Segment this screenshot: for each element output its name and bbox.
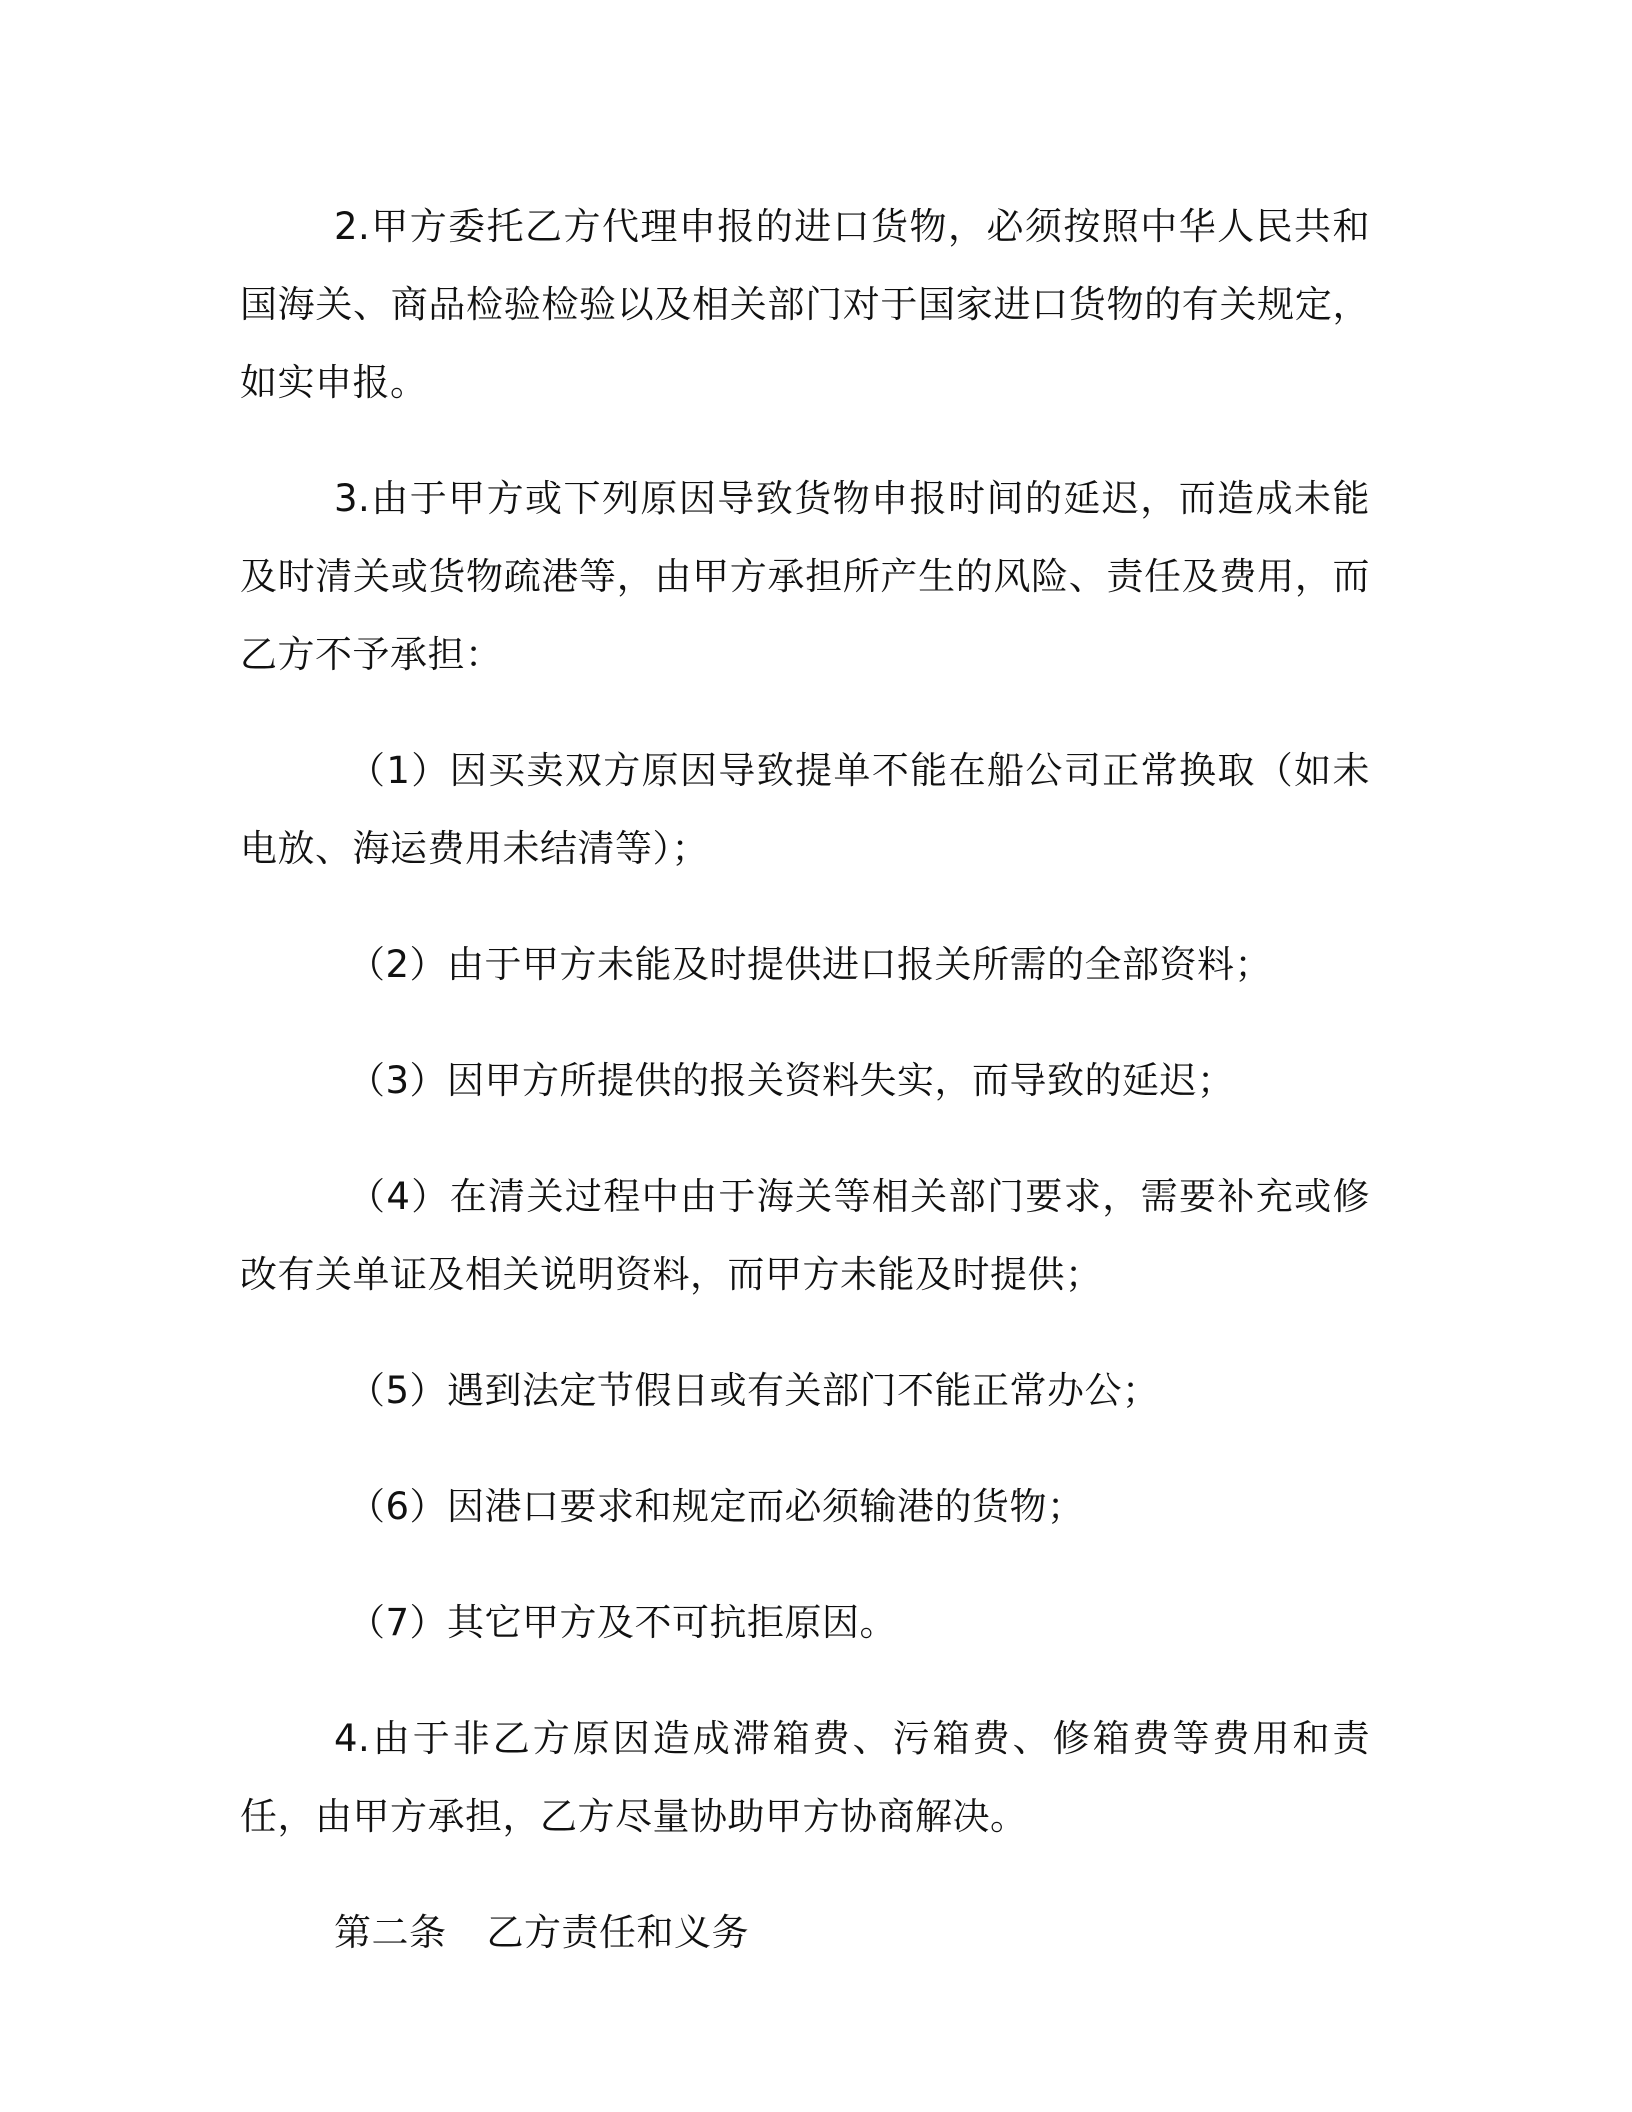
paragraph-item-4: （4）在清关过程中由于海关等相关部门要求，需要补充或修改有关单证及相关说明资料，而甲方未能及时提供；: [240, 1175, 1370, 1296]
paragraph-item-6: （6）因港口要求和规定而必须输港的货物；: [348, 1485, 1085, 1528]
paragraph-item-2: （2）由于甲方未能及时提供进口报关所需的全部资料；: [348, 943, 1273, 986]
paragraph-clause-2: 2.甲方委托乙方代理申报的进口货物，必须按照中华人民共和国海关、商品检验检验以及相关部门对于国家进口货物的有关规定，如实申报。: [240, 205, 1370, 404]
section-heading-article: 第二条: [334, 1911, 447, 1954]
paragraph-item-1: （1）因买卖双方原因导致提单不能在船公司正常换取（如未电放、海运费用未结清等）；: [240, 749, 1370, 870]
paragraph-item-7: （7）其它甲方及不可抗拒原因。: [348, 1601, 898, 1644]
paragraph-clause-3: 3.由于甲方或下列原因导致货物申报时间的延迟，而造成未能及时清关或货物疏港等，由甲方承担所产生的风险、责任及费用，而乙方不予承担：: [240, 477, 1370, 676]
paragraph-item-5: （5）遇到法定节假日或有关部门不能正常办公；: [348, 1369, 1160, 1412]
paragraph-item-3: （3）因甲方所提供的报关资料失实，而导致的延迟；: [348, 1059, 1235, 1102]
document-body: [240, 188, 1370, 2010]
paragraph-clause-4: 4.由于非乙方原因造成滞箱费、污箱费、修箱费等费用和责任，由甲方承担，乙方尽量协助甲方协商解决。: [240, 1717, 1370, 1838]
section-heading-title: 乙方责任和义务: [486, 1911, 749, 1954]
section-heading: [240, 1894, 1370, 1972]
